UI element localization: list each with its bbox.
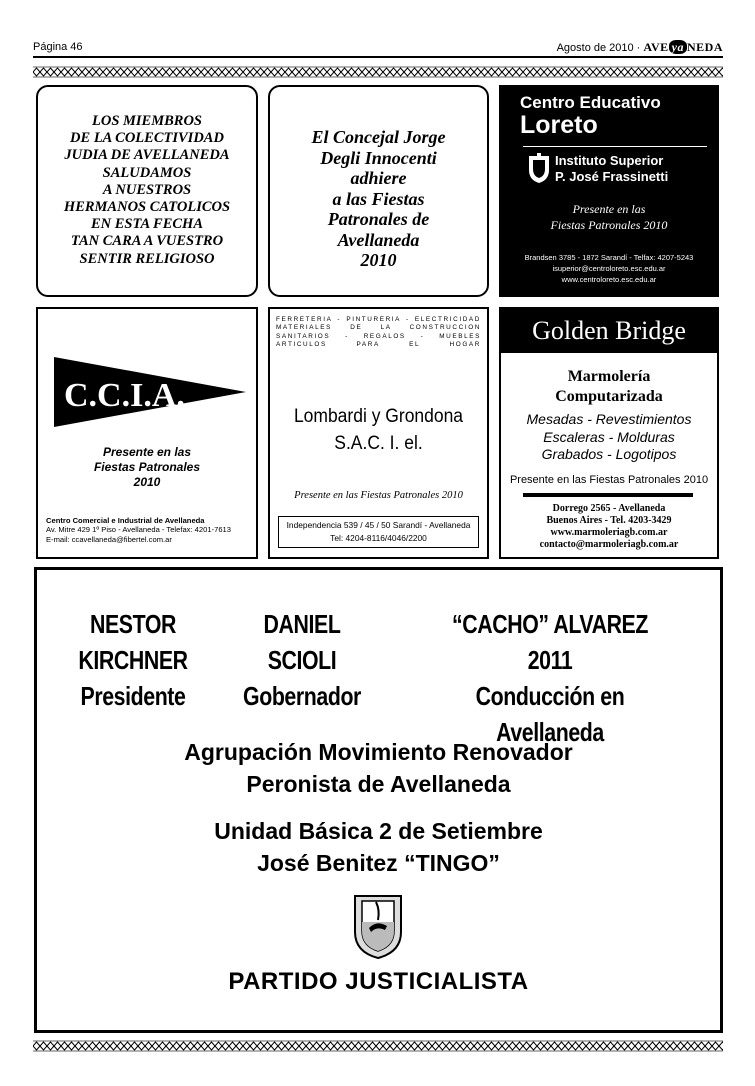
header-rule xyxy=(33,56,723,58)
candidate-alvarez: “CACHO” ALVAREZ 2011 Conducción en Avellaneda xyxy=(451,609,648,747)
product-categories: FERRETERIA - PINTURERIA - ELECTRICIDAD MATERIALES DE LA CONSTRUCCION SANITARIOS - REGALOS - MUEBLES ARTICULOS PARA EL HOGAR xyxy=(276,316,481,349)
golden-bridge-brand: Golden Bridge xyxy=(501,309,717,353)
ccia-pennant-logo xyxy=(54,357,246,427)
ccia-contact: Centro Comercial e Industrial de Avellaneda Av. Mitre 429 1º Piso - Avellaneda - Telefax: 4201-7613 E-mail: ccavellaneda@fibertel.com.ar xyxy=(46,516,231,544)
pj-shield-icon xyxy=(347,892,409,960)
decorative-border-bottom xyxy=(33,1040,723,1052)
ad-colectividad-judia xyxy=(36,85,258,297)
page-header xyxy=(33,38,723,56)
instituto-name: Instituto Superior xyxy=(555,153,664,168)
divider xyxy=(523,493,693,497)
concejal-message: El Concejal Jorge Degli Innocenti adhiere a las Fiestas Patronales de Avellaneda 2010 xyxy=(311,127,446,270)
candidate-scioli: DANIEL SCIOLI Gobernador xyxy=(243,609,361,711)
crest-icon xyxy=(527,152,551,184)
party-name: PARTIDO JUSTICIALISTA xyxy=(228,968,529,995)
ccia-logo-text: C.C.I.A. xyxy=(64,377,185,414)
lombardi-contact: Independencia 539 / 45 / 50 Sarandí - Avellaneda Tel: 4204-8116/4046/2200 xyxy=(278,516,479,548)
page-number: Página 46 xyxy=(33,41,83,53)
ad-concejal xyxy=(268,85,489,297)
loreto-title: Centro Educativo xyxy=(520,93,661,112)
colectividad-message: LOS MIEMBROS DE LA COLECTIVIDAD JUDIA DE AVELLANEDA SALUDAMOS A NUESTROS HERMANOS CATOLICOS EN ESTA FECHA TAN CARA A VUESTRO SENTIR RELIGIOSO xyxy=(63,113,231,267)
loreto-presente: Presente en las Fiestas Patronales 2010 xyxy=(550,202,668,232)
date-text: Agosto de 2010 · xyxy=(556,41,641,54)
golden-contact: Dorrego 2565 - Avellaneda Buenos Aires - Tel. 4203-3429 www.marmoleriagb.com.ar contacto@marmoleriagb.com.ar xyxy=(539,503,679,550)
loreto-contact: Brandsen 3785 - 1872 Sarandí - Telfax: 4207-5243 isuperior@centroloreto.esc.edu.ar www.centroloreto.esc.edu.ar xyxy=(524,253,694,284)
ad-lombardi-grondona xyxy=(268,307,489,559)
ad-ccia xyxy=(36,307,258,559)
agrupacion-name: Agrupación Movimiento Renovador Peronista de Avellaneda xyxy=(184,739,573,797)
golden-heading: Marmolería Computarizada xyxy=(555,368,663,405)
ad-partido-justicialista xyxy=(34,567,723,1033)
ccia-presente: Presente en las Fiestas Patronales 2010 xyxy=(93,445,201,489)
golden-presente: Presente en las Fiestas Patronales 2010 xyxy=(509,474,709,486)
newspaper-logo: AVE ya NEDA xyxy=(643,40,723,54)
issue-date xyxy=(557,40,723,55)
loreto-name: Loreto xyxy=(520,111,598,139)
unidad-basica-name: Unidad Básica 2 de Setiembre José Benitez “TINGO” xyxy=(214,818,543,876)
instituto-patron: P. José Frassinetti xyxy=(555,169,669,184)
decorative-border-top xyxy=(33,66,723,78)
company-name: Lombardi y Grondona S.A.C. I. el. xyxy=(293,406,464,454)
ad-golden-bridge xyxy=(499,307,719,559)
divider xyxy=(523,146,707,147)
ad-centro-loreto xyxy=(499,85,719,297)
golden-services: Mesadas - Revestimientos Escaleras - Molduras Grabados - Logotipos xyxy=(526,411,692,462)
lombardi-presente: Presente en las Fiestas Patronales 2010 xyxy=(294,490,463,501)
candidate-kirchner: NESTOR KIRCHNER Presidente xyxy=(78,609,188,711)
